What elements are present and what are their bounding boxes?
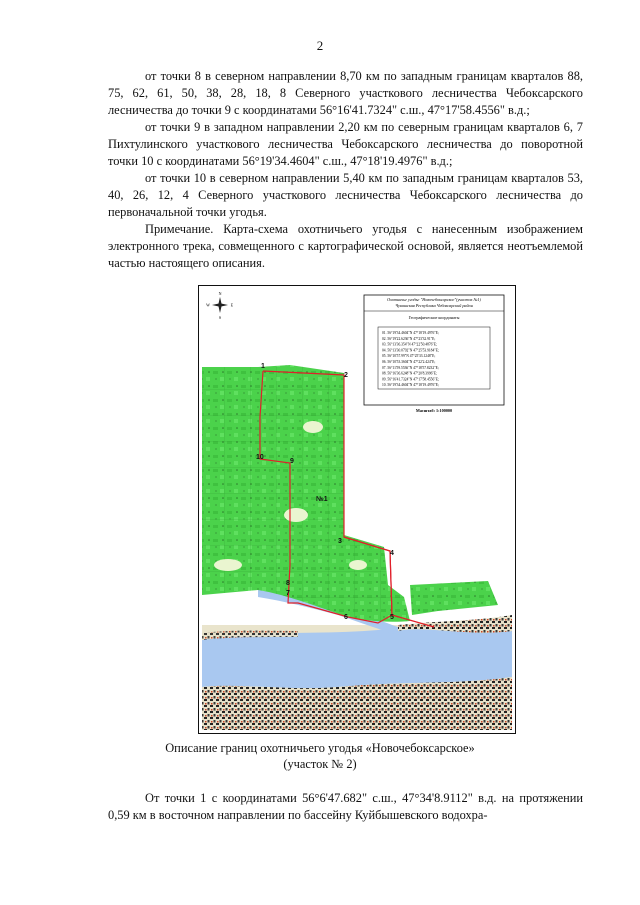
boundary-description	[108, 68, 583, 272]
paragraph-point-1: От точки 1 с координатами 56°6'47.682" с.ш., 47°34'8.9112" в.д. на протяжении 0,59 км в восточном направлении по бассейну Куйбышевского водохра-	[108, 791, 583, 822]
map-figure	[198, 285, 516, 734]
coord-row: 02. 56°19'22.6236"N 47°23'32.91"E;	[382, 336, 436, 341]
point-label-6: 6	[344, 614, 348, 621]
caption-line-2: (участок № 2)	[283, 757, 357, 771]
paragraph-point-10: от точки 10 в северном направлении 5,40 км по западным границам кварталов 53, 40, 26, 12, 4 Северного участкового лесничества Чебоксарского лесничества до первоначальной точки угодья.	[108, 171, 583, 219]
compass-s: S	[218, 315, 222, 320]
point-label-9: 9	[290, 458, 294, 465]
point-label-4: 4	[390, 550, 394, 557]
coords-list	[382, 331, 439, 387]
coord-row: 03. 56°13'36.354"N 47°22'50.4876"E;	[382, 342, 438, 347]
point-label-2: 2	[344, 372, 348, 379]
legend-line-1: Охотничье угодье "Новочебоксарское"(участок №1)	[387, 297, 481, 302]
coord-row: 08. 56°16'36.6248"N 47°20'8.3996"E;	[382, 371, 438, 376]
point-label-3: 3	[338, 538, 342, 545]
page-number: 2	[316, 38, 324, 53]
point-label-1: 1	[261, 363, 265, 370]
clearing	[303, 421, 323, 433]
coord-row: 09. 56°16'41.7324"N 47°17'58.4556"E;	[382, 377, 439, 382]
coords-title: Географические координаты	[408, 315, 460, 320]
legend-line-2: Чувашская Республика Чебоксарский район	[395, 303, 473, 308]
paragraph-point-9: от точки 9 в западном направлении 2,20 км по северным границам кварталов 6, 7 Пихтулинского участкового лесничества Чебоксарского лесничества до поворотной точки 10 с координатами 56°19'34.4604" с.ш., 47°18'19.4976" в.д.;	[108, 120, 583, 168]
caption-line-1: Описание границ охотничьего угодья «Новочебоксарское»	[165, 741, 475, 755]
paragraph-point-8: от точки 8 в северном направлении 8,70 км по западным границам кварталов 88, 75, 62, 61, 50, 38, 28, 18, 8 Северного участкового лесничества Чебоксарского лесничества до точки 9 с координатами 56°16'41.7324" с.ш., 47°17'58.4556" в.д.;	[108, 69, 583, 117]
clearing	[214, 559, 242, 571]
final-description	[108, 790, 583, 824]
coord-row: 04. 56°13'30.0792"N 47°25'53.9184"E;	[382, 348, 439, 353]
coord-row: 01. 56°19'34.4604"N 47°18'19.4976"E;	[382, 331, 439, 335]
map-caption	[0, 740, 640, 772]
compass-e: E	[230, 302, 234, 308]
map-schema	[198, 285, 516, 734]
river-volga	[202, 629, 512, 688]
scale-label: Масштаб: 1:100000	[415, 408, 453, 413]
point-label-5: 5	[390, 614, 394, 621]
area-label: №1	[316, 496, 328, 503]
point-label-7: 7	[286, 590, 290, 597]
coord-row: 05. 56°10'57.99"N 47°25'33.1248"E;	[382, 354, 436, 359]
note-paragraph	[108, 221, 583, 272]
clearing	[349, 560, 367, 570]
coord-row: 06. 56°10'53.3604"N 47°22'2.424"E;	[382, 360, 436, 364]
point-label-10: 10	[256, 454, 264, 461]
clearing	[284, 508, 308, 522]
coord-row: 10. 56°19'34.4604"N 47°18'19.4976"E;	[382, 383, 439, 388]
note-label: Примечание.	[145, 222, 214, 236]
coord-row: 07. 56°11'59.5536"N 47°18'57.8232"E;	[382, 365, 439, 370]
compass-w: W	[206, 302, 210, 308]
compass-n: N	[218, 291, 222, 296]
point-label-8: 8	[286, 580, 290, 587]
note-text: Карта-схема охотничьего угодья с нанесенным изображением электронного трека, совмещенного с картографической основой, является неотъемлемой частью настоящего описания.	[108, 222, 583, 270]
legend-box	[364, 295, 504, 413]
